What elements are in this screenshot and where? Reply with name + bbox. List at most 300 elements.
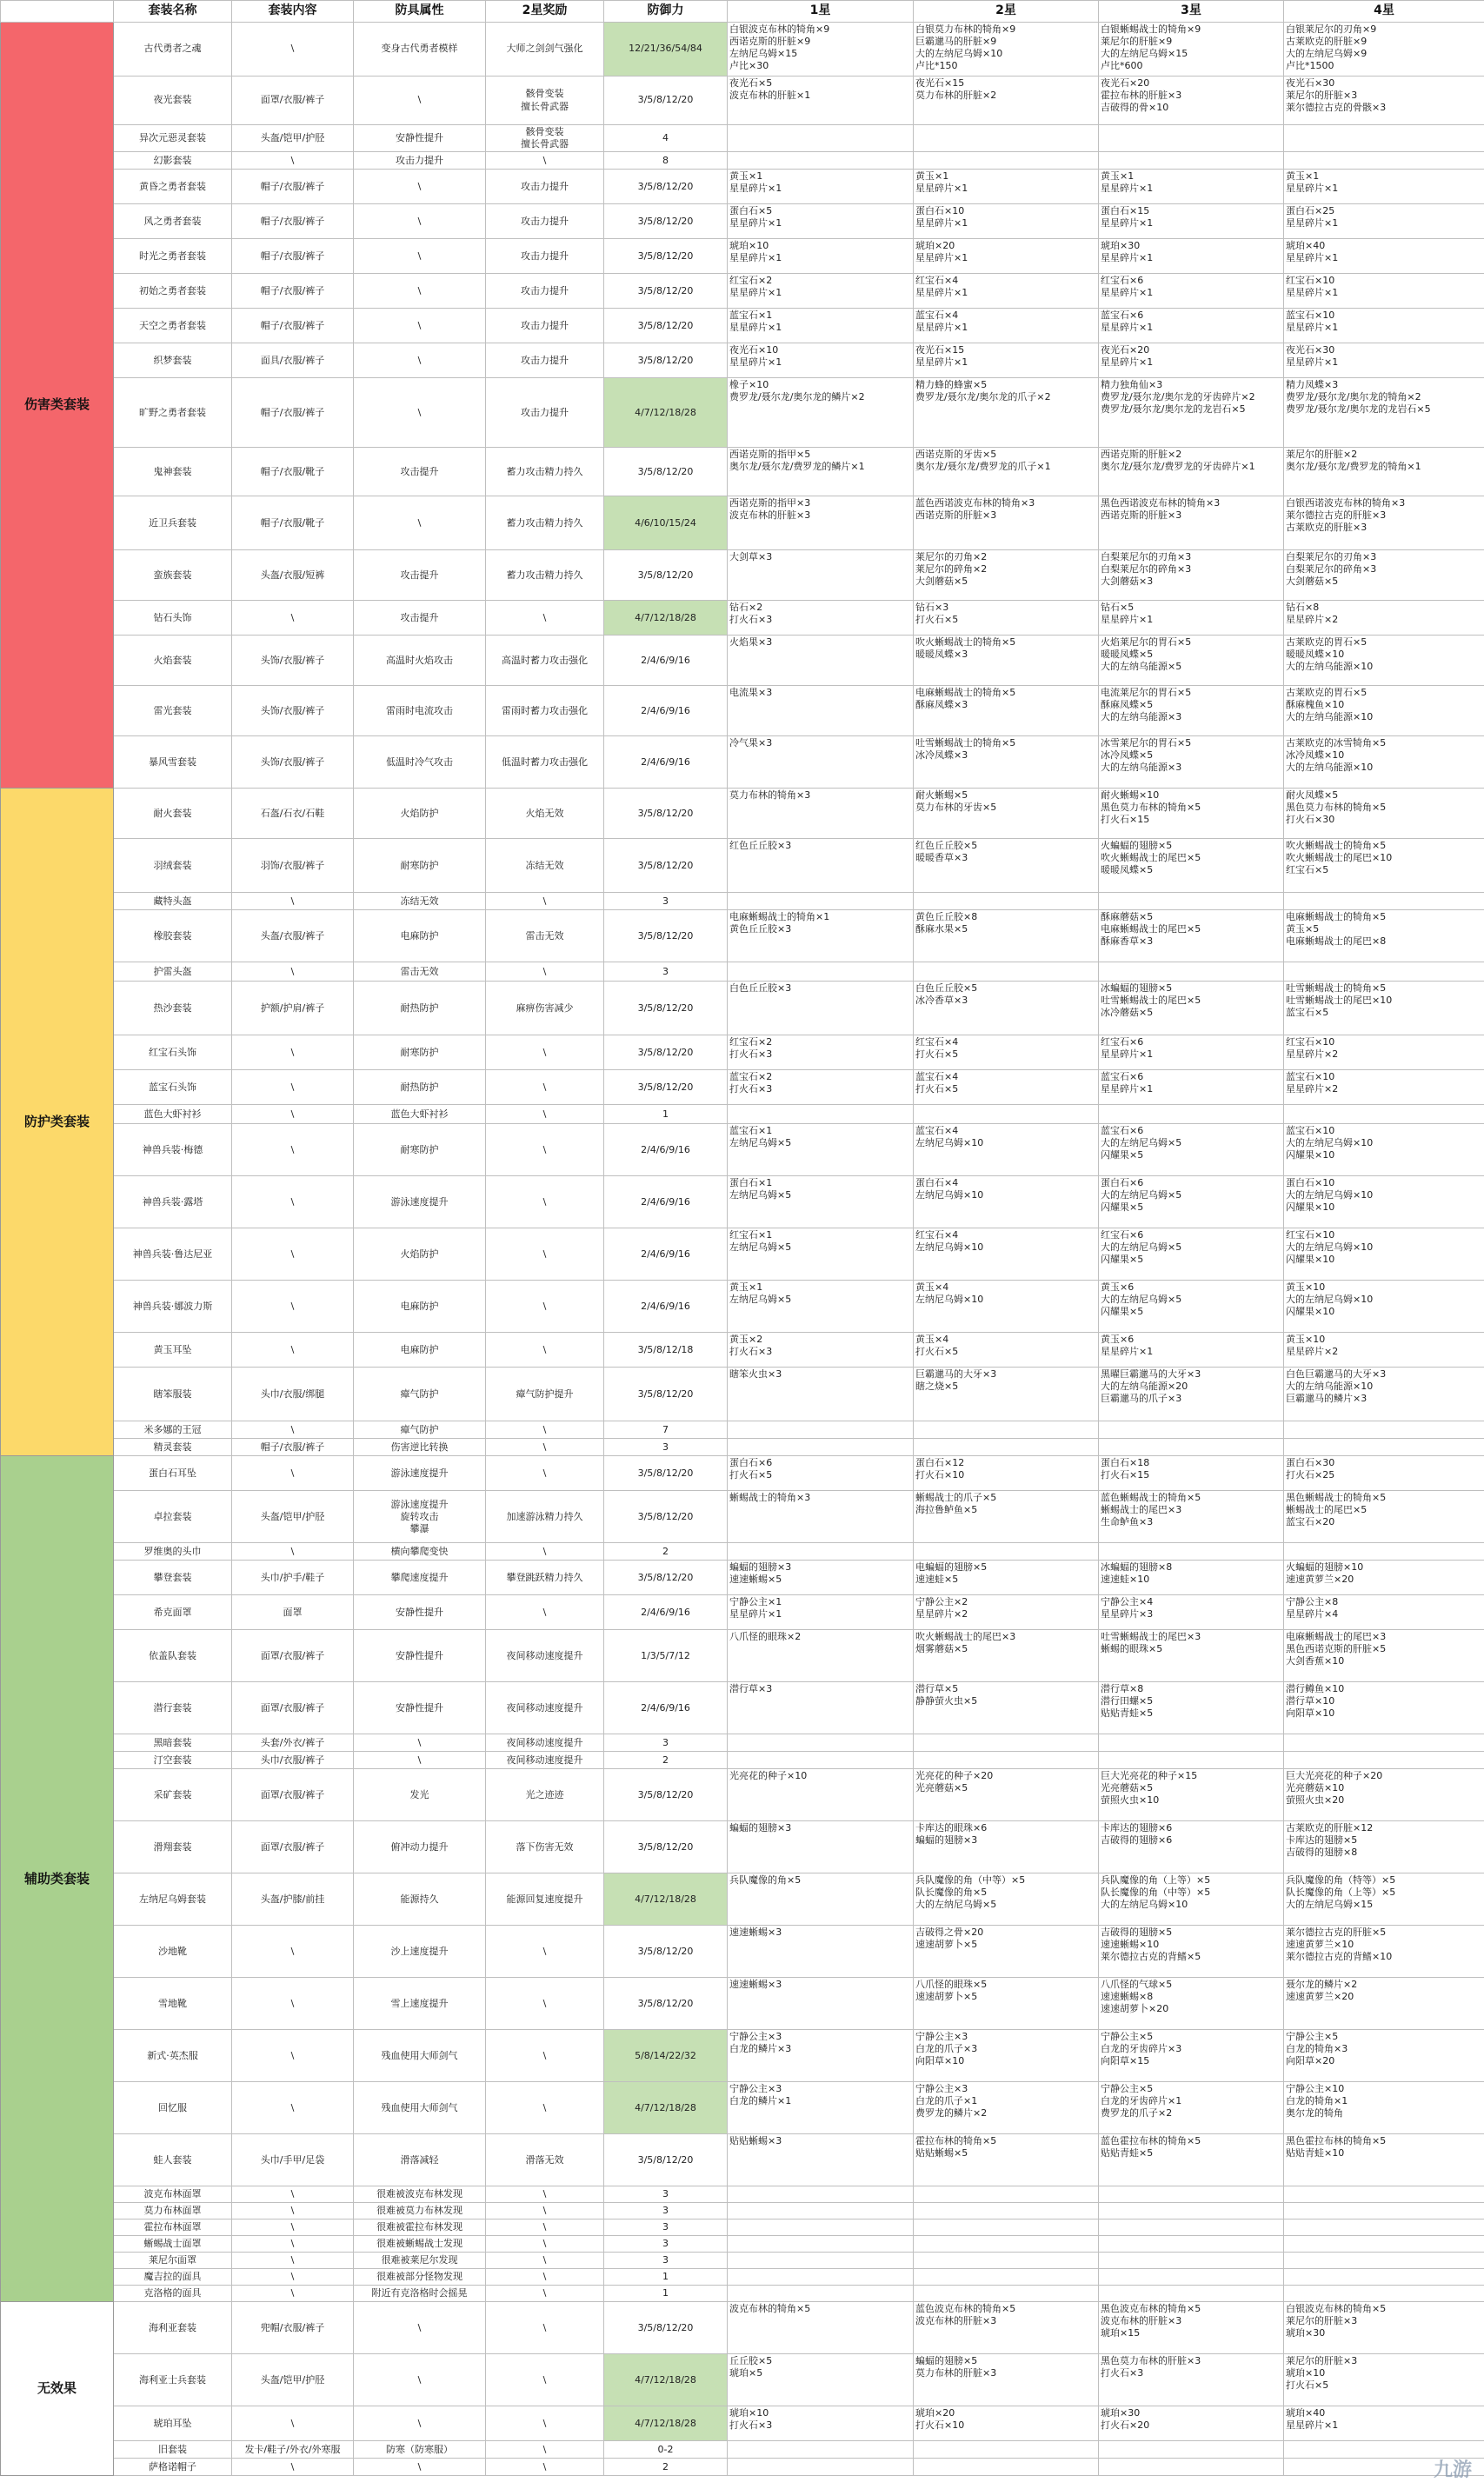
two-star-bonus-cell: 蓄力攻击精力持久	[486, 550, 604, 601]
two-star-bonus-cell: 光之迹迹	[486, 1769, 604, 1821]
defense-cell: 2/4/6/9/16	[604, 636, 728, 686]
star3-materials-cell	[1099, 125, 1284, 152]
armor-attribute-cell: 电麻防护	[354, 1333, 486, 1368]
set-name-cell: 沙地靴	[114, 1926, 232, 1978]
armor-attribute-cell: 雷击无效	[354, 962, 486, 982]
set-name-cell: 魔吉拉的面具	[114, 2269, 232, 2286]
armor-attribute-cell: 雷雨时电流攻击	[354, 686, 486, 736]
set-name-cell: 蓝宝石头饰	[114, 1070, 232, 1105]
star2-materials-cell: 黄玉×4 打火石×5	[914, 1333, 1099, 1368]
star2-materials-cell	[914, 2253, 1099, 2269]
defense-cell: 2/4/6/9/16	[604, 1176, 728, 1228]
two-star-bonus-cell: \	[486, 1070, 604, 1105]
table-row	[1, 1281, 1484, 1333]
defense-cell: 2/4/6/9/16	[604, 1281, 728, 1333]
star1-materials-cell: 蛋白石×1 左纳尼乌姆×5	[728, 1176, 914, 1228]
set-name-cell: 萨格诺帽子	[114, 2459, 232, 2476]
table-row	[1, 1978, 1484, 2030]
star1-materials-cell	[728, 1543, 914, 1561]
armor-attribute-cell: 耐寒防护	[354, 839, 486, 893]
set-name-cell: 新式·英杰服	[114, 2030, 232, 2082]
star3-materials-cell: 黑色西诺波克布林的犄角×3 西诺克斯的肝脏×3	[1099, 496, 1284, 550]
star3-materials-cell: 潜行草×8 潜行田螺×5 贴贴青蛙×5	[1099, 1682, 1284, 1734]
star1-materials-cell: 夜光石×5 波克布林的肝脏×1	[728, 77, 914, 125]
two-star-bonus-cell: \	[486, 1124, 604, 1176]
star2-materials-cell: 宁静公主×3 白龙的爪子×3 向阳草×10	[914, 2030, 1099, 2082]
star3-materials-cell: 火焰莱尼尔的胃石×5 暖暖凤蝶×5 大的左纳乌能源×5	[1099, 636, 1284, 686]
star3-materials-cell: 黑曜巨霸邋马的大牙×3 大的左纳乌能源×20 巨霸邋马的爪子×3	[1099, 1368, 1284, 1421]
defense-cell: 5/8/14/22/32	[604, 2030, 728, 2082]
set-name-cell: 蛋白石耳坠	[114, 1456, 232, 1491]
star3-materials-cell	[1099, 1421, 1284, 1439]
defense-cell: 3	[604, 1439, 728, 1456]
star1-materials-cell: 蝙蝠的翅膀×3	[728, 1821, 914, 1873]
set-name-cell: 克洛格的面具	[114, 2286, 232, 2302]
star4-materials-cell: 白色巨霸邋马的大牙×3 大的左纳乌能源×10 巨霸邋马的鳞片×3	[1284, 1368, 1484, 1421]
set-parts-cell: 头盔/铠甲/护胫	[232, 125, 354, 152]
star2-materials-cell: 夜光石×15 星星碎片×1	[914, 343, 1099, 378]
table-row	[1, 1630, 1484, 1682]
star2-materials-cell: 蝙蝠的翅膀×5 莫力布林的肝脏×3	[914, 2354, 1099, 2406]
defense-cell: 3	[604, 2203, 728, 2219]
two-star-bonus-cell: \	[486, 601, 604, 636]
armor-attribute-cell: 电麻防护	[354, 910, 486, 962]
star4-materials-cell: 蛋白石×30 打火石×25	[1284, 1456, 1484, 1491]
star2-materials-cell: 耐火蜥蜴×5 莫力布林的牙齿×5	[914, 789, 1099, 839]
star4-materials-cell: 巨大光亮花的种子×20 光亮蘑菇×10 萤照火虫×20	[1284, 1769, 1484, 1821]
star4-materials-cell: 潜行鳟鱼×10 潜行草×10 向阳草×10	[1284, 1682, 1484, 1734]
set-name-cell: 回忆服	[114, 2082, 232, 2134]
armor-attribute-cell: 冻结无效	[354, 893, 486, 910]
table-row	[1, 1682, 1484, 1734]
table-row	[1, 1543, 1484, 1561]
set-name-cell: 雷光套装	[114, 686, 232, 736]
table-row	[1, 125, 1484, 152]
star2-materials-cell: 吐雪蜥蜴战士的犄角×5 冰冷凤蝶×3	[914, 736, 1099, 789]
star4-materials-cell: 白银莱尼尔的刃角×9 古莱欧克的肝脏×9 大的左纳尼乌姆×9 卢比*1500	[1284, 23, 1484, 77]
star1-materials-cell: 黄玉×1 左纳尼乌姆×5	[728, 1281, 914, 1333]
star2-materials-cell	[914, 2186, 1099, 2203]
star2-materials-cell: 蓝宝石×4 星星碎片×1	[914, 309, 1099, 343]
set-parts-cell: \	[232, 2269, 354, 2286]
star3-materials-cell: 蓝色蜥蜴战士的犄角×5 蜥蜴战士的尾巴×3 生命鲈鱼×3	[1099, 1491, 1284, 1543]
defense-cell: 8	[604, 152, 728, 170]
star4-materials-cell: 琥珀×40 星星碎片×1	[1284, 239, 1484, 274]
set-parts-cell: \	[232, 893, 354, 910]
star3-materials-cell: 黄玉×6 大的左纳尼乌姆×5 闪耀果×5	[1099, 1281, 1284, 1333]
set-parts-cell: 帽子/衣服/靴子	[232, 496, 354, 550]
header-cell: 套装内容	[232, 1, 354, 23]
star3-materials-cell: 西诺克斯的肝脏×2 奥尔龙/聂尔龙/费罗龙的牙齿碎片×1	[1099, 448, 1284, 496]
defense-cell: 3/5/8/12/20	[604, 2302, 728, 2354]
star1-materials-cell: 蛋白石×5 星星碎片×1	[728, 204, 914, 239]
defense-cell: 3/5/8/12/20	[604, 910, 728, 962]
star3-materials-cell	[1099, 893, 1284, 910]
star2-materials-cell: 吹火蜥蜴战士的犄角×5 暖暖凤蝶×3	[914, 636, 1099, 686]
set-name-cell: 天空之勇者套装	[114, 309, 232, 343]
star3-materials-cell: 白梨莱尼尔的刃角×3 白梨莱尼尔的碎角×3 大剑蘑菇×3	[1099, 550, 1284, 601]
set-name-cell: 霍拉布林面罩	[114, 2219, 232, 2236]
star3-materials-cell	[1099, 2269, 1284, 2286]
armor-attribute-cell: 很难被霍拉布林发现	[354, 2219, 486, 2236]
star2-materials-cell: 红宝石×4 星星碎片×1	[914, 274, 1099, 309]
star1-materials-cell: 大剑草×3	[728, 550, 914, 601]
star2-materials-cell: 吹火蜥蜴战士的尾巴×3 烟雾蘑菇×5	[914, 1630, 1099, 1682]
set-name-cell: 火焰套装	[114, 636, 232, 686]
star1-materials-cell: 红宝石×2 星星碎片×1	[728, 274, 914, 309]
star4-materials-cell: 古莱欧克的冰雪犄角×5 冰冷凤蝶×10 大的左纳乌能源×10	[1284, 736, 1484, 789]
table-row	[1, 2203, 1484, 2219]
set-parts-cell: \	[232, 2286, 354, 2302]
star2-materials-cell	[914, 893, 1099, 910]
table-row	[1, 1926, 1484, 1978]
table-row	[1, 1176, 1484, 1228]
star4-materials-cell: 白银波克布林的犄角×5 莱尼尔的肝脏×3 琥珀×30	[1284, 2302, 1484, 2354]
set-name-cell: 神兽兵装·露塔	[114, 1176, 232, 1228]
table-row	[1, 962, 1484, 982]
armor-attribute-cell: 变身古代勇者模样	[354, 23, 486, 77]
set-name-cell: 暴风雪套装	[114, 736, 232, 789]
armor-attribute-cell: 伤害逆比转换	[354, 1439, 486, 1456]
star3-materials-cell	[1099, 2219, 1284, 2236]
star4-materials-cell	[1284, 2269, 1484, 2286]
star3-materials-cell: 蓝宝石×6 星星碎片×1	[1099, 309, 1284, 343]
star3-materials-cell	[1099, 1439, 1284, 1456]
set-parts-cell: 头套/外衣/裤子	[232, 1734, 354, 1752]
two-star-bonus-cell: \	[486, 2236, 604, 2253]
table-row	[1, 982, 1484, 1035]
armor-attribute-cell: 低温时冷气攻击	[354, 736, 486, 789]
two-star-bonus-cell: 雷击无效	[486, 910, 604, 962]
set-parts-cell: 头饰/衣服/裤子	[232, 736, 354, 789]
defense-cell: 12/21/36/54/84	[604, 23, 728, 77]
table-row	[1, 893, 1484, 910]
set-name-cell: 橡胶套装	[114, 910, 232, 962]
two-star-bonus-cell: \	[486, 1281, 604, 1333]
star3-materials-cell: 蛋白石×15 星星碎片×1	[1099, 204, 1284, 239]
defense-cell: 3	[604, 2236, 728, 2253]
table-row	[1, 1456, 1484, 1491]
star2-materials-cell: 宁静公主×3 白龙的爪子×1 费罗龙的鳞片×2	[914, 2082, 1099, 2134]
star1-materials-cell: 宁静公主×3 白龙的鳞片×1	[728, 2082, 914, 2134]
armor-attribute-cell: 游泳速度提升	[354, 1176, 486, 1228]
two-star-bonus-cell: \	[486, 2186, 604, 2203]
star2-materials-cell: 黄色丘丘胶×8 酥麻水果×5	[914, 910, 1099, 962]
set-parts-cell: \	[232, 2253, 354, 2269]
two-star-bonus-cell: 攻击力提升	[486, 239, 604, 274]
star1-materials-cell	[728, 962, 914, 982]
star4-materials-cell: 宁静公主×5 白龙的犄角×3 向阳草×20	[1284, 2030, 1484, 2082]
table-row	[1, 2354, 1484, 2406]
star3-materials-cell: 宁静公主×5 白龙的牙齿碎片×3 向阳草×15	[1099, 2030, 1284, 2082]
star2-materials-cell: 电蝙蝠的翅膀×5 速速蛙×5	[914, 1561, 1099, 1595]
table-row	[1, 274, 1484, 309]
star2-materials-cell: 卡库达的眼珠×6 蝙蝠的翅膀×3	[914, 1821, 1099, 1873]
star2-materials-cell: 蓝宝石×4 左纳尼乌姆×10	[914, 1124, 1099, 1176]
set-parts-cell: \	[232, 962, 354, 982]
star2-materials-cell	[914, 2286, 1099, 2302]
two-star-bonus-cell: 骸骨变装 擅长骨武器	[486, 77, 604, 125]
star1-materials-cell: 红宝石×1 左纳尼乌姆×5	[728, 1228, 914, 1281]
star3-materials-cell	[1099, 2441, 1284, 2459]
set-name-cell: 米多娜的王冠	[114, 1421, 232, 1439]
armor-attribute-cell: 攀爬速度提升	[354, 1561, 486, 1595]
star4-materials-cell: 电麻蜥蜴战士的犄角×5 黄玉×5 电麻蜥蜴战士的尾巴×8	[1284, 910, 1484, 962]
star2-materials-cell: 琥珀×20 星星碎片×1	[914, 239, 1099, 274]
set-parts-cell: \	[232, 1105, 354, 1124]
set-name-cell: 蛙人套装	[114, 2134, 232, 2186]
two-star-bonus-cell: 攻击力提升	[486, 343, 604, 378]
star3-materials-cell	[1099, 2186, 1284, 2203]
star2-materials-cell: 潜行草×5 静静萤火虫×5	[914, 1682, 1099, 1734]
two-star-bonus-cell: 攻击力提升	[486, 204, 604, 239]
table-row	[1, 1561, 1484, 1595]
set-parts-cell: 护额/护肩/裤子	[232, 982, 354, 1035]
two-star-bonus-cell: \	[486, 962, 604, 982]
star3-materials-cell: 火蝙蝠的翅膀×5 吹火蜥蜴战士的尾巴×5 暖暖凤蝶×5	[1099, 839, 1284, 893]
set-parts-cell: 帽子/衣服/裤子	[232, 1439, 354, 1456]
star4-materials-cell: 兵队魔像的角（特等）×5 队长魔像的角（上等）×5 大的左纳尼乌姆×15	[1284, 1873, 1484, 1926]
set-parts-cell: \	[232, 152, 354, 170]
two-star-bonus-cell: \	[486, 1978, 604, 2030]
star2-materials-cell	[914, 125, 1099, 152]
star3-materials-cell: 蛋白石×18 打火石×15	[1099, 1456, 1284, 1491]
armor-attribute-cell: 沙上速度提升	[354, 1926, 486, 1978]
star4-materials-cell: 宁静公主×8 星星碎片×4	[1284, 1595, 1484, 1630]
star2-materials-cell: 蛋白石×12 打火石×10	[914, 1456, 1099, 1491]
set-name-cell: 鬼神套装	[114, 448, 232, 496]
armor-attribute-cell: \	[354, 2302, 486, 2354]
star4-materials-cell	[1284, 1752, 1484, 1769]
defense-cell: 4/6/10/15/24	[604, 496, 728, 550]
set-parts-cell: 头巾/衣服/绑腿	[232, 1368, 354, 1421]
star4-materials-cell: 黄玉×1 星星碎片×1	[1284, 170, 1484, 204]
armor-attribute-cell: \	[354, 170, 486, 204]
defense-cell: 2/4/6/9/16	[604, 1682, 728, 1734]
defense-cell: 1	[604, 2269, 728, 2286]
set-parts-cell: 帽子/衣服/裤子	[232, 378, 354, 448]
defense-cell: 3	[604, 2186, 728, 2203]
star3-materials-cell: 黑色波克布林的犄角×5 波克布林的肝脏×3 琥珀×15	[1099, 2302, 1284, 2354]
star2-materials-cell: 白银莫力布林的犄角×9 巨霸邋马的肝脏×9 大的左纳尼乌姆×10 卢比*150	[914, 23, 1099, 77]
armor-attribute-cell: 很难被莫力布林发现	[354, 2203, 486, 2219]
two-star-bonus-cell: \	[486, 2203, 604, 2219]
star1-materials-cell	[728, 2186, 914, 2203]
star2-materials-cell: 精力蜂的蜂蜜×5 费罗龙/聂尔龙/奥尔龙的爪子×2	[914, 378, 1099, 448]
star4-materials-cell: 钻石×8 星星碎片×2	[1284, 601, 1484, 636]
star4-materials-cell: 黄玉×10 星星碎片×2	[1284, 1333, 1484, 1368]
two-star-bonus-cell: 加速游泳精力持久	[486, 1491, 604, 1543]
star2-materials-cell: 蛋白石×10 星星碎片×1	[914, 204, 1099, 239]
star2-materials-cell: 霍拉布林的犄角×5 贴贴蜥蜴×5	[914, 2134, 1099, 2186]
set-name-cell: 左纳尼乌姆套装	[114, 1873, 232, 1926]
star1-materials-cell	[728, 2236, 914, 2253]
star3-materials-cell: 宁静公主×5 白龙的牙齿碎片×1 费罗龙的爪子×2	[1099, 2082, 1284, 2134]
star2-materials-cell	[914, 1752, 1099, 1769]
defense-cell: 2/4/6/9/16	[604, 1228, 728, 1281]
star4-materials-cell: 蓝宝石×10 星星碎片×1	[1284, 309, 1484, 343]
two-star-bonus-cell: 能源回复速度提升	[486, 1873, 604, 1926]
set-name-cell: 莱尼尔面罩	[114, 2253, 232, 2269]
header-row	[1, 1, 1484, 23]
star3-materials-cell	[1099, 1752, 1284, 1769]
set-name-cell: 近卫兵套装	[114, 496, 232, 550]
star3-materials-cell: 卡库达的翅膀×6 吉破得的翅膀×6	[1099, 1821, 1284, 1873]
defense-cell: 3/5/8/12/20	[604, 1561, 728, 1595]
two-star-bonus-cell: \	[486, 2269, 604, 2286]
defense-cell: 3	[604, 962, 728, 982]
defense-cell: 4/7/12/18/28	[604, 601, 728, 636]
set-parts-cell: 头饰/衣服/裤子	[232, 636, 354, 686]
star4-materials-cell	[1284, 1439, 1484, 1456]
set-name-cell: 希克面罩	[114, 1595, 232, 1630]
two-star-bonus-cell: 蓄力攻击精力持久	[486, 496, 604, 550]
armor-attribute-cell: 瘴气防护	[354, 1368, 486, 1421]
table-row	[1, 910, 1484, 962]
set-name-cell: 风之勇者套装	[114, 204, 232, 239]
star1-materials-cell: 莫力布林的犄角×3	[728, 789, 914, 839]
star3-materials-cell: 红宝石×6 大的左纳尼乌姆×5 闪耀果×5	[1099, 1228, 1284, 1281]
defense-cell: 2	[604, 1543, 728, 1561]
star4-materials-cell	[1284, 893, 1484, 910]
defense-cell: 7	[604, 1421, 728, 1439]
star1-materials-cell: 瞎笨火虫×3	[728, 1368, 914, 1421]
two-star-bonus-cell: \	[486, 2302, 604, 2354]
star4-materials-cell: 白梨莱尼尔的刃角×3 白梨莱尼尔的碎角×3 大剑蘑菇×5	[1284, 550, 1484, 601]
star1-materials-cell: 火焰果×3	[728, 636, 914, 686]
table-row	[1, 204, 1484, 239]
two-star-bonus-cell: \	[486, 893, 604, 910]
table-row	[1, 1439, 1484, 1456]
set-parts-cell: \	[232, 1228, 354, 1281]
armor-attribute-cell: 残血使用大师剑气	[354, 2082, 486, 2134]
two-star-bonus-cell: 夜间移动速度提升	[486, 1630, 604, 1682]
table-row	[1, 23, 1484, 77]
table-row	[1, 1769, 1484, 1821]
star3-materials-cell	[1099, 1543, 1284, 1561]
star4-materials-cell: 聂尔龙的鳞片×2 速速黄萝兰×20	[1284, 1978, 1484, 2030]
two-star-bonus-cell: 攻击力提升	[486, 309, 604, 343]
two-star-bonus-cell: \	[486, 1105, 604, 1124]
header-cell: 2星	[914, 1, 1099, 23]
star1-materials-cell: 波克布林的犄角×5	[728, 2302, 914, 2354]
star2-materials-cell: 兵队魔像的角（中等）×5 队长魔像的角×5 大的左纳尼乌姆×5	[914, 1873, 1099, 1926]
category-label: 无效果	[1, 2302, 114, 2476]
star4-materials-cell	[1284, 1421, 1484, 1439]
set-parts-cell: 头盔/护膝/前挂	[232, 1873, 354, 1926]
two-star-bonus-cell: 夜间移动速度提升	[486, 1752, 604, 1769]
star4-materials-cell: 耐火凤蝶×5 黑色莫力布林的犄角×5 打火石×30	[1284, 789, 1484, 839]
table-row	[1, 601, 1484, 636]
table-row	[1, 2253, 1484, 2269]
armor-attribute-cell: \	[354, 239, 486, 274]
table-row	[1, 2236, 1484, 2253]
star4-materials-cell: 莱尼尔的肝脏×2 奥尔龙/聂尔龙/费罗龙的犄角×1	[1284, 448, 1484, 496]
star4-materials-cell: 莱尔德拉古克的肝脏×5 速速黄萝兰×10 莱尔德拉古克的背鳍×10	[1284, 1926, 1484, 1978]
armor-attribute-cell: 很难被波克布林发现	[354, 2186, 486, 2203]
table-row	[1, 170, 1484, 204]
defense-cell: 4	[604, 125, 728, 152]
star4-materials-cell: 精力凤蝶×3 费罗龙/聂尔龙/奥尔龙的犄角×2 费罗龙/聂尔龙/奥尔龙的龙岩石×5	[1284, 378, 1484, 448]
star3-materials-cell	[1099, 2286, 1284, 2302]
star2-materials-cell	[914, 2269, 1099, 2286]
table-row	[1, 1333, 1484, 1368]
defense-cell: 3/5/8/12/20	[604, 1769, 728, 1821]
star1-materials-cell: 黄玉×1 星星碎片×1	[728, 170, 914, 204]
star1-materials-cell	[728, 1734, 914, 1752]
star2-materials-cell: 红色丘丘胶×5 暖暖香草×3	[914, 839, 1099, 893]
star3-materials-cell	[1099, 2236, 1284, 2253]
two-star-bonus-cell: \	[486, 2354, 604, 2406]
set-parts-cell: \	[232, 1926, 354, 1978]
star4-materials-cell: 古莱欧克的胃石×5 暖暖凤蝶×10 大的左纳乌能源×10	[1284, 636, 1484, 686]
defense-cell: 3	[604, 893, 728, 910]
table-row	[1, 2286, 1484, 2302]
star3-materials-cell: 冰蝙蝠的翅膀×5 吐雪蜥蜴战士的尾巴×5 冰冷蘑菇×5	[1099, 982, 1284, 1035]
set-name-cell: 黄昏之勇者套装	[114, 170, 232, 204]
star1-materials-cell: 白色丘丘胶×3	[728, 982, 914, 1035]
two-star-bonus-cell: 夜间移动速度提升	[486, 1682, 604, 1734]
set-parts-cell: \	[232, 2082, 354, 2134]
star3-materials-cell: 宁静公主×4 星星碎片×3	[1099, 1595, 1284, 1630]
set-parts-cell: 石盔/石衣/石鞋	[232, 789, 354, 839]
defense-cell: 3/5/8/12/20	[604, 1035, 728, 1070]
set-name-cell: 护雷头盔	[114, 962, 232, 982]
two-star-bonus-cell: \	[486, 1333, 604, 1368]
star3-materials-cell: 酥麻蘑菇×5 电麻蜥蜴战士的尾巴×5 酥麻香草×3	[1099, 910, 1284, 962]
star4-materials-cell	[1284, 2219, 1484, 2236]
star1-materials-cell: 蓝宝石×1 星星碎片×1	[728, 309, 914, 343]
category-label: 伤害类套装	[1, 23, 114, 789]
table-row	[1, 1035, 1484, 1070]
header-cell: 防御力	[604, 1, 728, 23]
star3-materials-cell: 蓝宝石×6 星星碎片×1	[1099, 1070, 1284, 1105]
star2-materials-cell	[914, 152, 1099, 170]
two-star-bonus-cell: \	[486, 1543, 604, 1561]
watermark-logo: 九游	[1433, 2459, 1472, 2481]
star1-materials-cell: 速速蜥蜴×3	[728, 1978, 914, 2030]
star3-materials-cell: 耐火蜥蜴×10 黑色莫力布林的犄角×5 打火石×15	[1099, 789, 1284, 839]
star1-materials-cell: 黄玉×2 打火石×3	[728, 1333, 914, 1368]
table-row	[1, 2219, 1484, 2236]
set-name-cell: 瞎笨服装	[114, 1368, 232, 1421]
two-star-bonus-cell: 冻结无效	[486, 839, 604, 893]
set-name-cell: 热沙套装	[114, 982, 232, 1035]
armor-attribute-cell: \	[354, 77, 486, 125]
star4-materials-cell	[1284, 152, 1484, 170]
star2-materials-cell: 夜光石×15 莫力布林的肝脏×2	[914, 77, 1099, 125]
set-parts-cell: 头饰/衣服/裤子	[232, 686, 354, 736]
set-parts-cell: \	[232, 2406, 354, 2441]
star4-materials-cell: 火蝙蝠的翅膀×10 速速黄萝兰×20	[1284, 1561, 1484, 1595]
star4-materials-cell	[1284, 1105, 1484, 1124]
two-star-bonus-cell: \	[486, 2082, 604, 2134]
star1-materials-cell: 兵队魔像的角×5	[728, 1873, 914, 1926]
defense-cell: 3/5/8/12/20	[604, 274, 728, 309]
set-parts-cell: 面罩/衣服/裤子	[232, 1682, 354, 1734]
set-name-cell: 潜行套装	[114, 1682, 232, 1734]
set-name-cell: 羽绒套装	[114, 839, 232, 893]
set-parts-cell: 头盔/衣服/短裤	[232, 550, 354, 601]
armor-attribute-cell: 安静性提升	[354, 1630, 486, 1682]
set-parts-cell: \	[232, 1281, 354, 1333]
star1-materials-cell: 钻石×2 打火石×3	[728, 601, 914, 636]
star4-materials-cell: 琥珀×40 星星碎片×1	[1284, 2406, 1484, 2441]
set-name-cell: 琥珀耳坠	[114, 2406, 232, 2441]
set-parts-cell: 头盔/铠甲/护胫	[232, 2354, 354, 2406]
table-row	[1, 378, 1484, 448]
star1-materials-cell	[728, 125, 914, 152]
